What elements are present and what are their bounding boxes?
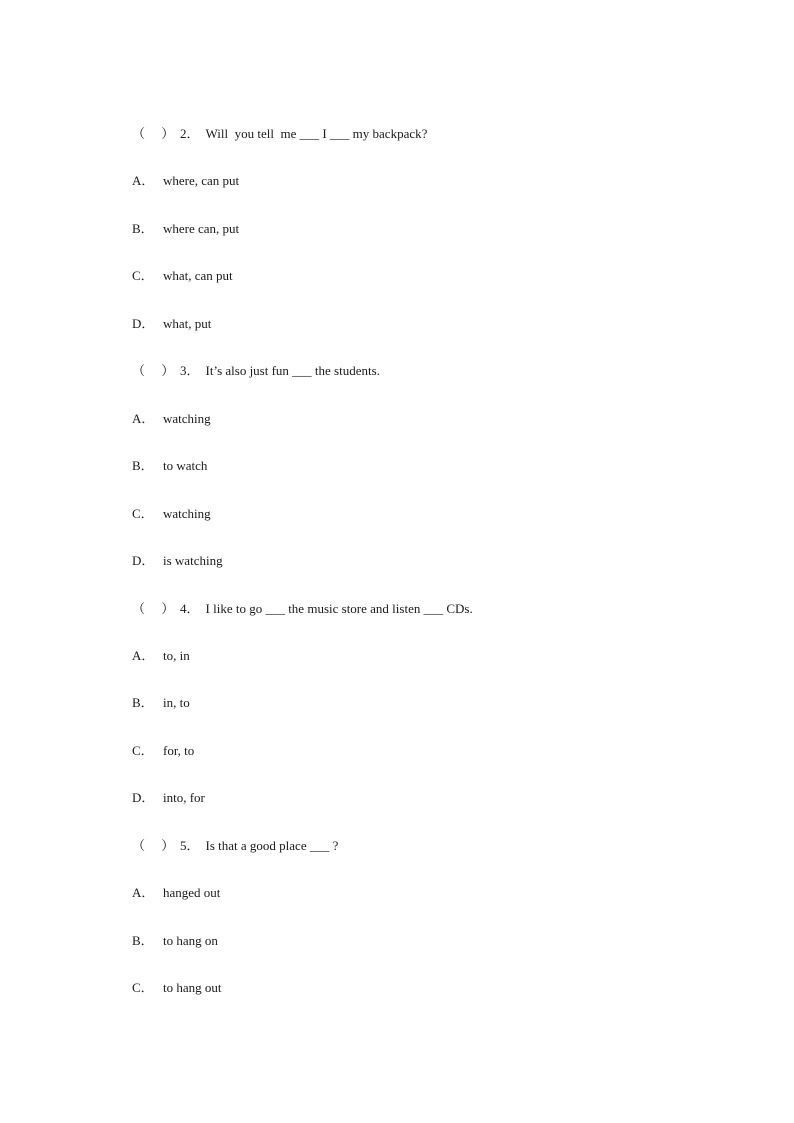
- option-text: into, for: [163, 790, 205, 805]
- option-letter: A．: [132, 885, 155, 900]
- question-3-option-b: [119, 439, 208, 473]
- question-5-option-a: [119, 866, 221, 900]
- option-text: what, put: [163, 316, 212, 331]
- option-text: where can, put: [163, 221, 240, 236]
- answer-bracket: （ ）: [132, 363, 175, 378]
- option-text: where, can put: [163, 173, 240, 188]
- option-letter: B．: [132, 221, 154, 236]
- option-letter: C．: [132, 980, 154, 995]
- option-letter: D．: [132, 553, 155, 568]
- option-text: watching: [163, 411, 211, 426]
- question-3-option-a: [119, 392, 211, 426]
- option-letter: B．: [132, 458, 154, 473]
- question-number: 2．: [180, 126, 200, 141]
- question-2-option-a: [119, 154, 240, 188]
- answer-bracket: （ ）: [132, 126, 175, 141]
- option-text: watching: [163, 506, 211, 521]
- option-text: to hang on: [163, 933, 218, 948]
- question-2-option-b: [119, 202, 240, 236]
- question-4-option-a: [119, 629, 190, 663]
- option-letter: A．: [132, 173, 155, 188]
- question-5-option-b: [119, 914, 218, 948]
- question-number: 4．: [180, 601, 200, 616]
- option-letter: C．: [132, 506, 154, 521]
- question-text: I like to go ___ the music store and listen ___ CDs.: [205, 601, 473, 616]
- option-text: hanged out: [163, 885, 221, 900]
- question-3: [119, 344, 380, 378]
- question-text: It’s also just fun ___ the students.: [205, 363, 380, 378]
- answer-bracket: （ ）: [132, 838, 175, 853]
- question-number: 3．: [180, 363, 200, 378]
- option-letter: D．: [132, 316, 155, 331]
- question-number: 5．: [180, 838, 200, 853]
- option-letter: B．: [132, 933, 154, 948]
- question-3-option-c: [119, 487, 211, 521]
- option-letter: C．: [132, 268, 154, 283]
- option-letter: A．: [132, 411, 155, 426]
- option-letter: B．: [132, 695, 154, 710]
- question-4-option-d: [119, 771, 205, 805]
- question-2-option-d: [119, 297, 212, 331]
- question-4-option-c: [119, 724, 195, 758]
- option-text: to watch: [163, 458, 208, 473]
- question-3-option-d: [119, 534, 223, 568]
- option-text: for, to: [163, 743, 195, 758]
- question-2-option-c: [119, 249, 233, 283]
- option-letter: D．: [132, 790, 155, 805]
- question-2: [119, 107, 428, 141]
- question-5-option-c: [119, 961, 222, 995]
- question-4-option-b: [119, 676, 190, 710]
- question-text: Will you tell me ___ I ___ my backpack?: [205, 126, 428, 141]
- answer-bracket: （ ）: [132, 601, 175, 616]
- option-letter: C．: [132, 743, 154, 758]
- option-text: is watching: [163, 553, 223, 568]
- option-letter: A．: [132, 648, 155, 663]
- question-text: Is that a good place ___ ?: [205, 838, 339, 853]
- option-text: what, can put: [163, 268, 233, 283]
- question-5: [119, 819, 339, 853]
- option-text: to hang out: [163, 980, 222, 995]
- question-4: [119, 582, 473, 616]
- option-text: to, in: [163, 648, 190, 663]
- option-text: in, to: [163, 695, 190, 710]
